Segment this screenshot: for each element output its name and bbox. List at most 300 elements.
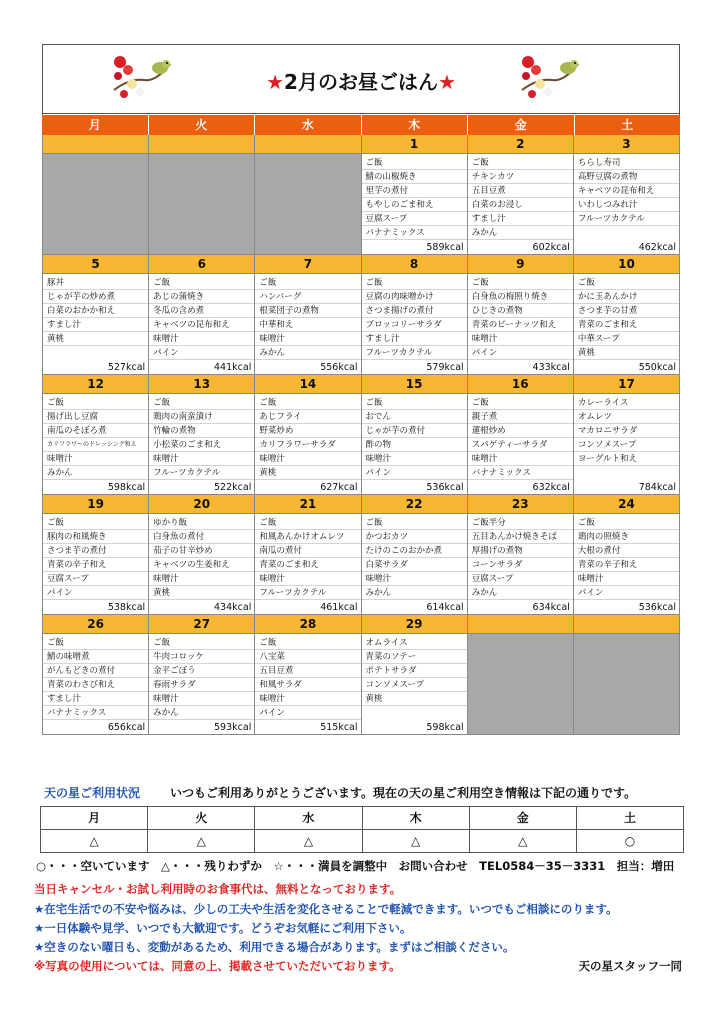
menu-item: 黄桃 xyxy=(43,332,148,346)
menu-item: 味噌汁 xyxy=(255,452,360,466)
availability-mark: △ xyxy=(470,830,577,852)
availability-mark: △ xyxy=(148,830,255,852)
calorie-label: 536kcal xyxy=(638,602,677,613)
menu-item: 黄桃 xyxy=(149,586,254,600)
day-number: 22 xyxy=(362,495,467,514)
calendar-day-cell xyxy=(468,255,574,375)
menu-item: ご飯 xyxy=(43,516,148,530)
menu-item: バナナミックス xyxy=(43,706,148,720)
menu-item: コンソメスープ xyxy=(574,438,679,452)
menu-item: コーンサラダ xyxy=(468,558,573,572)
menu-item-list xyxy=(149,274,254,360)
menu-item: 親子煮 xyxy=(468,410,573,424)
menu-item: 青菜のピーナッツ和え xyxy=(468,318,573,332)
menu-item-list xyxy=(574,154,679,226)
menu-item: 南瓜の煮付 xyxy=(255,544,360,558)
menu-item: 白菜サラダ xyxy=(362,558,467,572)
availability-day: 月 xyxy=(41,807,148,829)
menu-item: 豚丼 xyxy=(43,276,148,290)
menu-item: 味噌汁 xyxy=(574,572,679,586)
calorie-label: 656kcal xyxy=(107,722,146,733)
menu-item: ゆかり飯 xyxy=(149,516,254,530)
calendar-day-cell xyxy=(255,615,361,735)
menu-item: 白菜のおかか和え xyxy=(43,304,148,318)
day-number: 14 xyxy=(255,375,360,394)
weekday-header xyxy=(42,115,680,135)
menu-item: ご飯半分 xyxy=(468,516,573,530)
menu-item: パイン xyxy=(43,586,148,600)
menu-item: 竹輪の煮物 xyxy=(149,424,254,438)
menu-item: 金平ごぼう xyxy=(149,664,254,678)
menu-item: 野菜炒め xyxy=(255,424,360,438)
menu-item: ポテトサラダ xyxy=(362,664,467,678)
menu-item: 牛肉コロッケ xyxy=(149,650,254,664)
menu-item: チキンカツ xyxy=(468,170,573,184)
menu-item: ご飯 xyxy=(468,396,573,410)
menu-item: 春雨サラダ xyxy=(149,678,254,692)
menu-item-list xyxy=(574,514,679,600)
menu-item: 里芋の煮付 xyxy=(362,184,467,198)
menu-item: フルーツカクテル xyxy=(362,346,467,360)
menu-item: 八宝菜 xyxy=(255,650,360,664)
calorie-label: 556kcal xyxy=(320,362,358,373)
menu-item: パイン xyxy=(574,586,679,600)
menu-item: すまし汁 xyxy=(43,692,148,706)
note-trial: ★一日体験や見学、いつでも大歓迎です。どうぞお気軽にご利用下さい。 xyxy=(34,921,412,935)
menu-item: がんもどきの煮付 xyxy=(43,664,148,678)
menu-item: 鯖の味噌煮 xyxy=(43,650,148,664)
menu-item-list xyxy=(255,634,360,720)
day-number: 3 xyxy=(574,135,679,154)
calendar-empty-cell xyxy=(468,615,574,735)
calendar-day-cell xyxy=(42,615,149,735)
menu-item: 味噌汁 xyxy=(43,452,148,466)
menu-item: さつま芋の甘煮 xyxy=(574,304,679,318)
day-number: 1 xyxy=(362,135,467,154)
weekday-label: 水 xyxy=(255,115,362,135)
calendar-day-cell xyxy=(42,255,149,375)
menu-item: ご飯 xyxy=(255,516,360,530)
plum-blossom-bird-icon xyxy=(518,50,584,108)
menu-item: 味噌汁 xyxy=(149,452,254,466)
calorie-label: 602kcal xyxy=(532,242,570,253)
title-area xyxy=(42,44,680,114)
calorie-label: 598kcal xyxy=(426,722,464,733)
menu-item: 中華和え xyxy=(255,318,360,332)
menu-item: 大根の煮付 xyxy=(574,544,679,558)
menu-item: じゃが芋の煮付 xyxy=(362,424,467,438)
menu-item: すまし汁 xyxy=(43,318,148,332)
menu-item: たけのこのおかか煮 xyxy=(362,544,467,558)
menu-item-list xyxy=(255,394,360,480)
menu-item: 黄桃 xyxy=(574,346,679,360)
calendar-day-cell xyxy=(255,375,361,495)
calendar-empty-cell xyxy=(574,615,680,735)
day-number: 8 xyxy=(362,255,467,274)
note-cancellation: 当日キャンセル・お試し利用時のお食事代は、無料となっております。 xyxy=(34,882,402,896)
menu-item-list xyxy=(255,274,360,360)
menu-item: ご飯 xyxy=(149,636,254,650)
calendar-empty-cell xyxy=(149,135,255,255)
availability-day: 土 xyxy=(623,811,636,825)
note-photo: ※写真の使用については、同意の上、掲載させていただいております。 xyxy=(34,959,401,973)
day-number: 20 xyxy=(149,495,254,514)
menu-item: パイン xyxy=(255,706,360,720)
weekday-label: 土 xyxy=(575,115,681,135)
calendar-empty-cell xyxy=(255,135,361,255)
calendar-week xyxy=(42,495,680,615)
calorie-label: 627kcal xyxy=(320,482,358,493)
calorie-label: 579kcal xyxy=(426,362,464,373)
menu-item: 白身魚の煮付 xyxy=(149,530,254,544)
menu-item: ハンバーグ xyxy=(255,290,360,304)
menu-item: ご飯 xyxy=(574,276,679,290)
day-number: 19 xyxy=(43,495,148,514)
menu-item: ご飯 xyxy=(362,396,467,410)
calendar-day-cell xyxy=(468,135,574,255)
day-number: 23 xyxy=(468,495,573,514)
menu-item: 酢の物 xyxy=(362,438,467,452)
menu-item: 蓮根炒め xyxy=(468,424,573,438)
menu-item-list xyxy=(574,274,679,360)
star-left-icon: ★ xyxy=(266,70,285,94)
day-number: 9 xyxy=(468,255,573,274)
menu-item: 和風サラダ xyxy=(255,678,360,692)
status-message: いつもご利用ありがとうございます。現在の天の星ご利用空き情報は下記の通りです。 xyxy=(170,786,637,800)
calendar-day-cell xyxy=(362,375,468,495)
menu-item: 青菜の辛子和え xyxy=(574,558,679,572)
title-text: 2月のお昼ごはん xyxy=(284,70,438,94)
menu-item: さつま芋の煮付 xyxy=(43,544,148,558)
menu-item: マカロニサラダ xyxy=(574,424,679,438)
menu-item-list xyxy=(43,514,148,600)
page-title xyxy=(42,66,680,95)
calendar-day-cell xyxy=(574,375,680,495)
calorie-label: 461kcal xyxy=(320,602,358,613)
calorie-label: 614kcal xyxy=(426,602,464,613)
menu-item: パイン xyxy=(149,346,254,360)
menu-item: あじの蒲焼き xyxy=(149,290,254,304)
menu-item: ひじきの煮物 xyxy=(468,304,573,318)
calorie-label: 433kcal xyxy=(532,362,570,373)
menu-item: バナナミックス xyxy=(468,466,573,480)
menu-item: みかん xyxy=(362,586,467,600)
calendar-day-cell xyxy=(362,135,468,255)
calendar-day-cell xyxy=(42,495,149,615)
menu-item: 鶏肉の照焼き xyxy=(574,530,679,544)
calendar-week xyxy=(42,135,680,255)
menu-item: ヨーグルト和え xyxy=(574,452,679,466)
menu-item: 豆腐スープ xyxy=(362,212,467,226)
day-number: 5 xyxy=(43,255,148,274)
menu-item: スパゲティーサラダ xyxy=(468,438,573,452)
menu-item: 黄桃 xyxy=(362,692,467,706)
calorie-label: 598kcal xyxy=(107,482,146,493)
availability-mark: △ xyxy=(255,830,362,852)
day-number xyxy=(149,135,254,154)
calendar-day-cell xyxy=(255,495,361,615)
menu-item: かに玉あんかけ xyxy=(574,290,679,304)
menu-item: 青菜の辛子和え xyxy=(43,558,148,572)
menu-item: ご飯 xyxy=(43,396,148,410)
menu-calendar xyxy=(42,135,680,735)
menu-item: いわしつみれ汁 xyxy=(574,198,679,212)
menu-item: ご飯 xyxy=(255,276,360,290)
menu-item: 五目豆煮 xyxy=(468,184,573,198)
availability-mark: △ xyxy=(41,830,148,852)
menu-item: 小松菜のごま和え xyxy=(149,438,254,452)
day-number xyxy=(255,135,360,154)
menu-item: 豆腐スープ xyxy=(468,572,573,586)
menu-item: ご飯 xyxy=(255,636,360,650)
calorie-label: 550kcal xyxy=(638,362,677,373)
calorie-label: 522kcal xyxy=(214,482,252,493)
menu-item: 豆腐スープ xyxy=(43,572,148,586)
calorie-label: 434kcal xyxy=(214,602,252,613)
menu-item: 味噌汁 xyxy=(255,692,360,706)
day-number: 12 xyxy=(43,375,148,394)
menu-item: パイン xyxy=(468,346,573,360)
calendar-day-cell xyxy=(362,255,468,375)
menu-item: 和風あんかけオムレツ xyxy=(255,530,360,544)
menu-item: カリフラワーサラダ xyxy=(255,438,360,452)
menu-item: ご飯 xyxy=(362,156,467,170)
menu-item: ご飯 xyxy=(149,396,254,410)
menu-item: キャベツの昆布和え xyxy=(574,184,679,198)
menu-item: ブロッコリーサラダ xyxy=(362,318,467,332)
menu-item-list xyxy=(468,154,573,240)
day-number: 26 xyxy=(43,615,148,634)
menu-item: ご飯 xyxy=(43,636,148,650)
calendar-day-cell xyxy=(149,255,255,375)
menu-item: カレーライス xyxy=(574,396,679,410)
day-number: 6 xyxy=(149,255,254,274)
calendar-empty-cell xyxy=(42,135,149,255)
calendar-day-cell xyxy=(362,495,468,615)
day-number xyxy=(43,135,148,154)
status-title: 天の星ご利用状況 xyxy=(44,786,141,800)
weekday-label: 金 xyxy=(468,115,575,135)
menu-item-list xyxy=(574,394,679,466)
menu-item: パイン xyxy=(362,466,467,480)
menu-item: みかん xyxy=(468,226,573,240)
availability-days-row xyxy=(41,807,683,830)
day-number: 15 xyxy=(362,375,467,394)
menu-item: フルーツカクテル xyxy=(574,212,679,226)
menu-item: 味噌汁 xyxy=(362,572,467,586)
menu-item: さつま揚げの煮付 xyxy=(362,304,467,318)
menu-item: もやしのごま和え xyxy=(362,198,467,212)
note-consultation: ★在宅生活での不安や悩みは、少しの工夫や生活を変化させることで軽減できます。いつでもご相談にのります。 xyxy=(34,902,618,916)
calendar-day-cell xyxy=(255,255,361,375)
menu-item-list xyxy=(362,154,467,240)
menu-item: キャベツの昆布和え xyxy=(149,318,254,332)
calendar-day-cell xyxy=(468,495,574,615)
availability-day: 水 xyxy=(255,807,362,829)
menu-item: みかん xyxy=(255,346,360,360)
empty-cell-fill xyxy=(255,154,360,254)
title-divider xyxy=(42,113,680,114)
menu-item-list xyxy=(149,634,254,720)
menu-item: 白菜のお浸し xyxy=(468,198,573,212)
calendar-week xyxy=(42,255,680,375)
day-number: 13 xyxy=(149,375,254,394)
day-number: 7 xyxy=(255,255,360,274)
calendar-day-cell xyxy=(574,255,680,375)
menu-item: 豚肉の和風焼き xyxy=(43,530,148,544)
menu-item: ご飯 xyxy=(255,396,360,410)
calendar-day-cell xyxy=(362,615,468,735)
star-right-icon: ★ xyxy=(437,70,456,94)
calorie-label: 515kcal xyxy=(320,722,358,733)
menu-item: 味噌汁 xyxy=(255,572,360,586)
menu-item: 味噌汁 xyxy=(149,332,254,346)
menu-item: コンソメスープ xyxy=(362,678,467,692)
menu-item: みかん xyxy=(149,706,254,720)
calendar-day-cell xyxy=(149,495,255,615)
menu-item: じゃが芋の炒め煮 xyxy=(43,290,148,304)
menu-item-list xyxy=(362,394,467,480)
weekday-label: 火 xyxy=(149,115,256,135)
menu-item: 揚げ出し豆腐 xyxy=(43,410,148,424)
calendar-day-cell xyxy=(574,135,680,255)
menu-item-list xyxy=(468,394,573,480)
menu-item: 味噌汁 xyxy=(149,692,254,706)
calendar-day-cell xyxy=(42,375,149,495)
menu-item: 厚揚げの煮物 xyxy=(468,544,573,558)
menu-item: 味噌汁 xyxy=(362,452,467,466)
calorie-label: 538kcal xyxy=(107,602,146,613)
day-number: 29 xyxy=(362,615,467,634)
calorie-label: 441kcal xyxy=(214,362,252,373)
availability-table xyxy=(40,806,684,853)
calendar-week xyxy=(42,375,680,495)
menu-item: カリフラワーのドレッシング和え xyxy=(43,438,148,452)
calorie-label: 632kcal xyxy=(532,482,570,493)
menu-item-list xyxy=(255,514,360,600)
calendar-day-cell xyxy=(574,495,680,615)
menu-item-list xyxy=(362,634,467,706)
menu-item-list xyxy=(43,274,148,346)
empty-cell-fill xyxy=(468,634,573,734)
calorie-label: 784kcal xyxy=(638,482,677,493)
menu-item-list xyxy=(362,514,467,600)
menu-item-list xyxy=(362,274,467,360)
menu-item: 黄桃 xyxy=(255,466,360,480)
weekday-label: 月 xyxy=(42,115,149,135)
menu-item-list xyxy=(468,274,573,360)
menu-item: おでん xyxy=(362,410,467,424)
menu-item: ご飯 xyxy=(468,156,573,170)
calorie-label: 589kcal xyxy=(426,242,464,253)
empty-cell-fill xyxy=(574,634,679,734)
weekday-label: 木 xyxy=(362,115,469,135)
menu-item: 白身魚の梅照り焼き xyxy=(468,290,573,304)
menu-item: 味噌汁 xyxy=(255,332,360,346)
menu-item: 鶏肉の南蛮漬け xyxy=(149,410,254,424)
day-number: 27 xyxy=(149,615,254,634)
menu-item: 味噌汁 xyxy=(149,572,254,586)
menu-item: 高野豆腐の煮物 xyxy=(574,170,679,184)
calorie-label: 593kcal xyxy=(214,722,252,733)
menu-item: 南瓜のそぼろ煮 xyxy=(43,424,148,438)
availability-day: 火 xyxy=(148,807,255,829)
calorie-label: 462kcal xyxy=(638,242,677,253)
staff-signature: 天の星スタッフ一同 xyxy=(578,959,682,973)
day-number: 17 xyxy=(574,375,679,394)
menu-item-list xyxy=(43,394,148,480)
menu-item: オムレツ xyxy=(574,410,679,424)
menu-item-list xyxy=(149,394,254,480)
day-number: 21 xyxy=(255,495,360,514)
menu-item: みかん xyxy=(43,466,148,480)
menu-item: キャベツの生姜和え xyxy=(149,558,254,572)
menu-item-list xyxy=(43,634,148,720)
calendar-day-cell xyxy=(149,615,255,735)
menu-item: フルーツカクテル xyxy=(255,586,360,600)
legend-contact: ○・・・空いています △・・・残りわずか ☆・・・満員を調整中 お問い合わせ TEL0584－35－3331 担当：増田 xyxy=(36,859,675,873)
menu-item: 青菜のごま和え xyxy=(255,558,360,572)
empty-cell-fill xyxy=(149,154,254,254)
menu-item: ちらし寿司 xyxy=(574,156,679,170)
menu-item: ご飯 xyxy=(574,516,679,530)
menu-item: 鯖の山椒焼き xyxy=(362,170,467,184)
calorie-label: 634kcal xyxy=(532,602,570,613)
menu-item: ご飯 xyxy=(468,276,573,290)
menu-item: ご飯 xyxy=(362,276,467,290)
day-number: 10 xyxy=(574,255,679,274)
day-number: 24 xyxy=(574,495,679,514)
menu-item: 茄子の甘辛炒め xyxy=(149,544,254,558)
day-number xyxy=(574,615,679,634)
day-number xyxy=(468,615,573,634)
menu-item: フルーツカクテル xyxy=(149,466,254,480)
menu-item: 根菜団子の煮物 xyxy=(255,304,360,318)
day-number: 28 xyxy=(255,615,360,634)
calorie-label: 536kcal xyxy=(426,482,464,493)
calendar-day-cell xyxy=(468,375,574,495)
menu-item: 青菜のソテー xyxy=(362,650,467,664)
menu-item: みかん xyxy=(468,586,573,600)
menu-item: 青菜のごま和え xyxy=(574,318,679,332)
menu-item: ご飯 xyxy=(149,276,254,290)
menu-item: 五目豆煮 xyxy=(255,664,360,678)
menu-item: バナナミックス xyxy=(362,226,467,240)
note-vacancy: ★空きのない曜日も、変動があるため、利用できる場合があります。まずはご相談ください。 xyxy=(34,940,515,954)
menu-item: かつおカツ xyxy=(362,530,467,544)
menu-item: 五目あんかけ焼きそば xyxy=(468,530,573,544)
menu-item-list xyxy=(468,514,573,600)
menu-item-list xyxy=(149,514,254,600)
calorie-label: 527kcal xyxy=(107,362,146,373)
menu-item: あじフライ xyxy=(255,410,360,424)
availability-mark: ○ xyxy=(624,834,636,848)
availability-day: 金 xyxy=(470,807,577,829)
empty-cell-fill xyxy=(43,154,148,254)
menu-item: 冬瓜の含め煮 xyxy=(149,304,254,318)
menu-item: ご飯 xyxy=(362,516,467,530)
menu-item: すまし汁 xyxy=(362,332,467,346)
menu-item: すまし汁 xyxy=(468,212,573,226)
menu-item: 中華スープ xyxy=(574,332,679,346)
menu-item: 味噌汁 xyxy=(468,332,573,346)
menu-item: オムライス xyxy=(362,636,467,650)
menu-item: 青菜のわさび和え xyxy=(43,678,148,692)
menu-item: 豆腐の肉味噌かけ xyxy=(362,290,467,304)
availability-mark: △ xyxy=(363,830,470,852)
availability-day: 木 xyxy=(363,807,470,829)
day-number: 16 xyxy=(468,375,573,394)
